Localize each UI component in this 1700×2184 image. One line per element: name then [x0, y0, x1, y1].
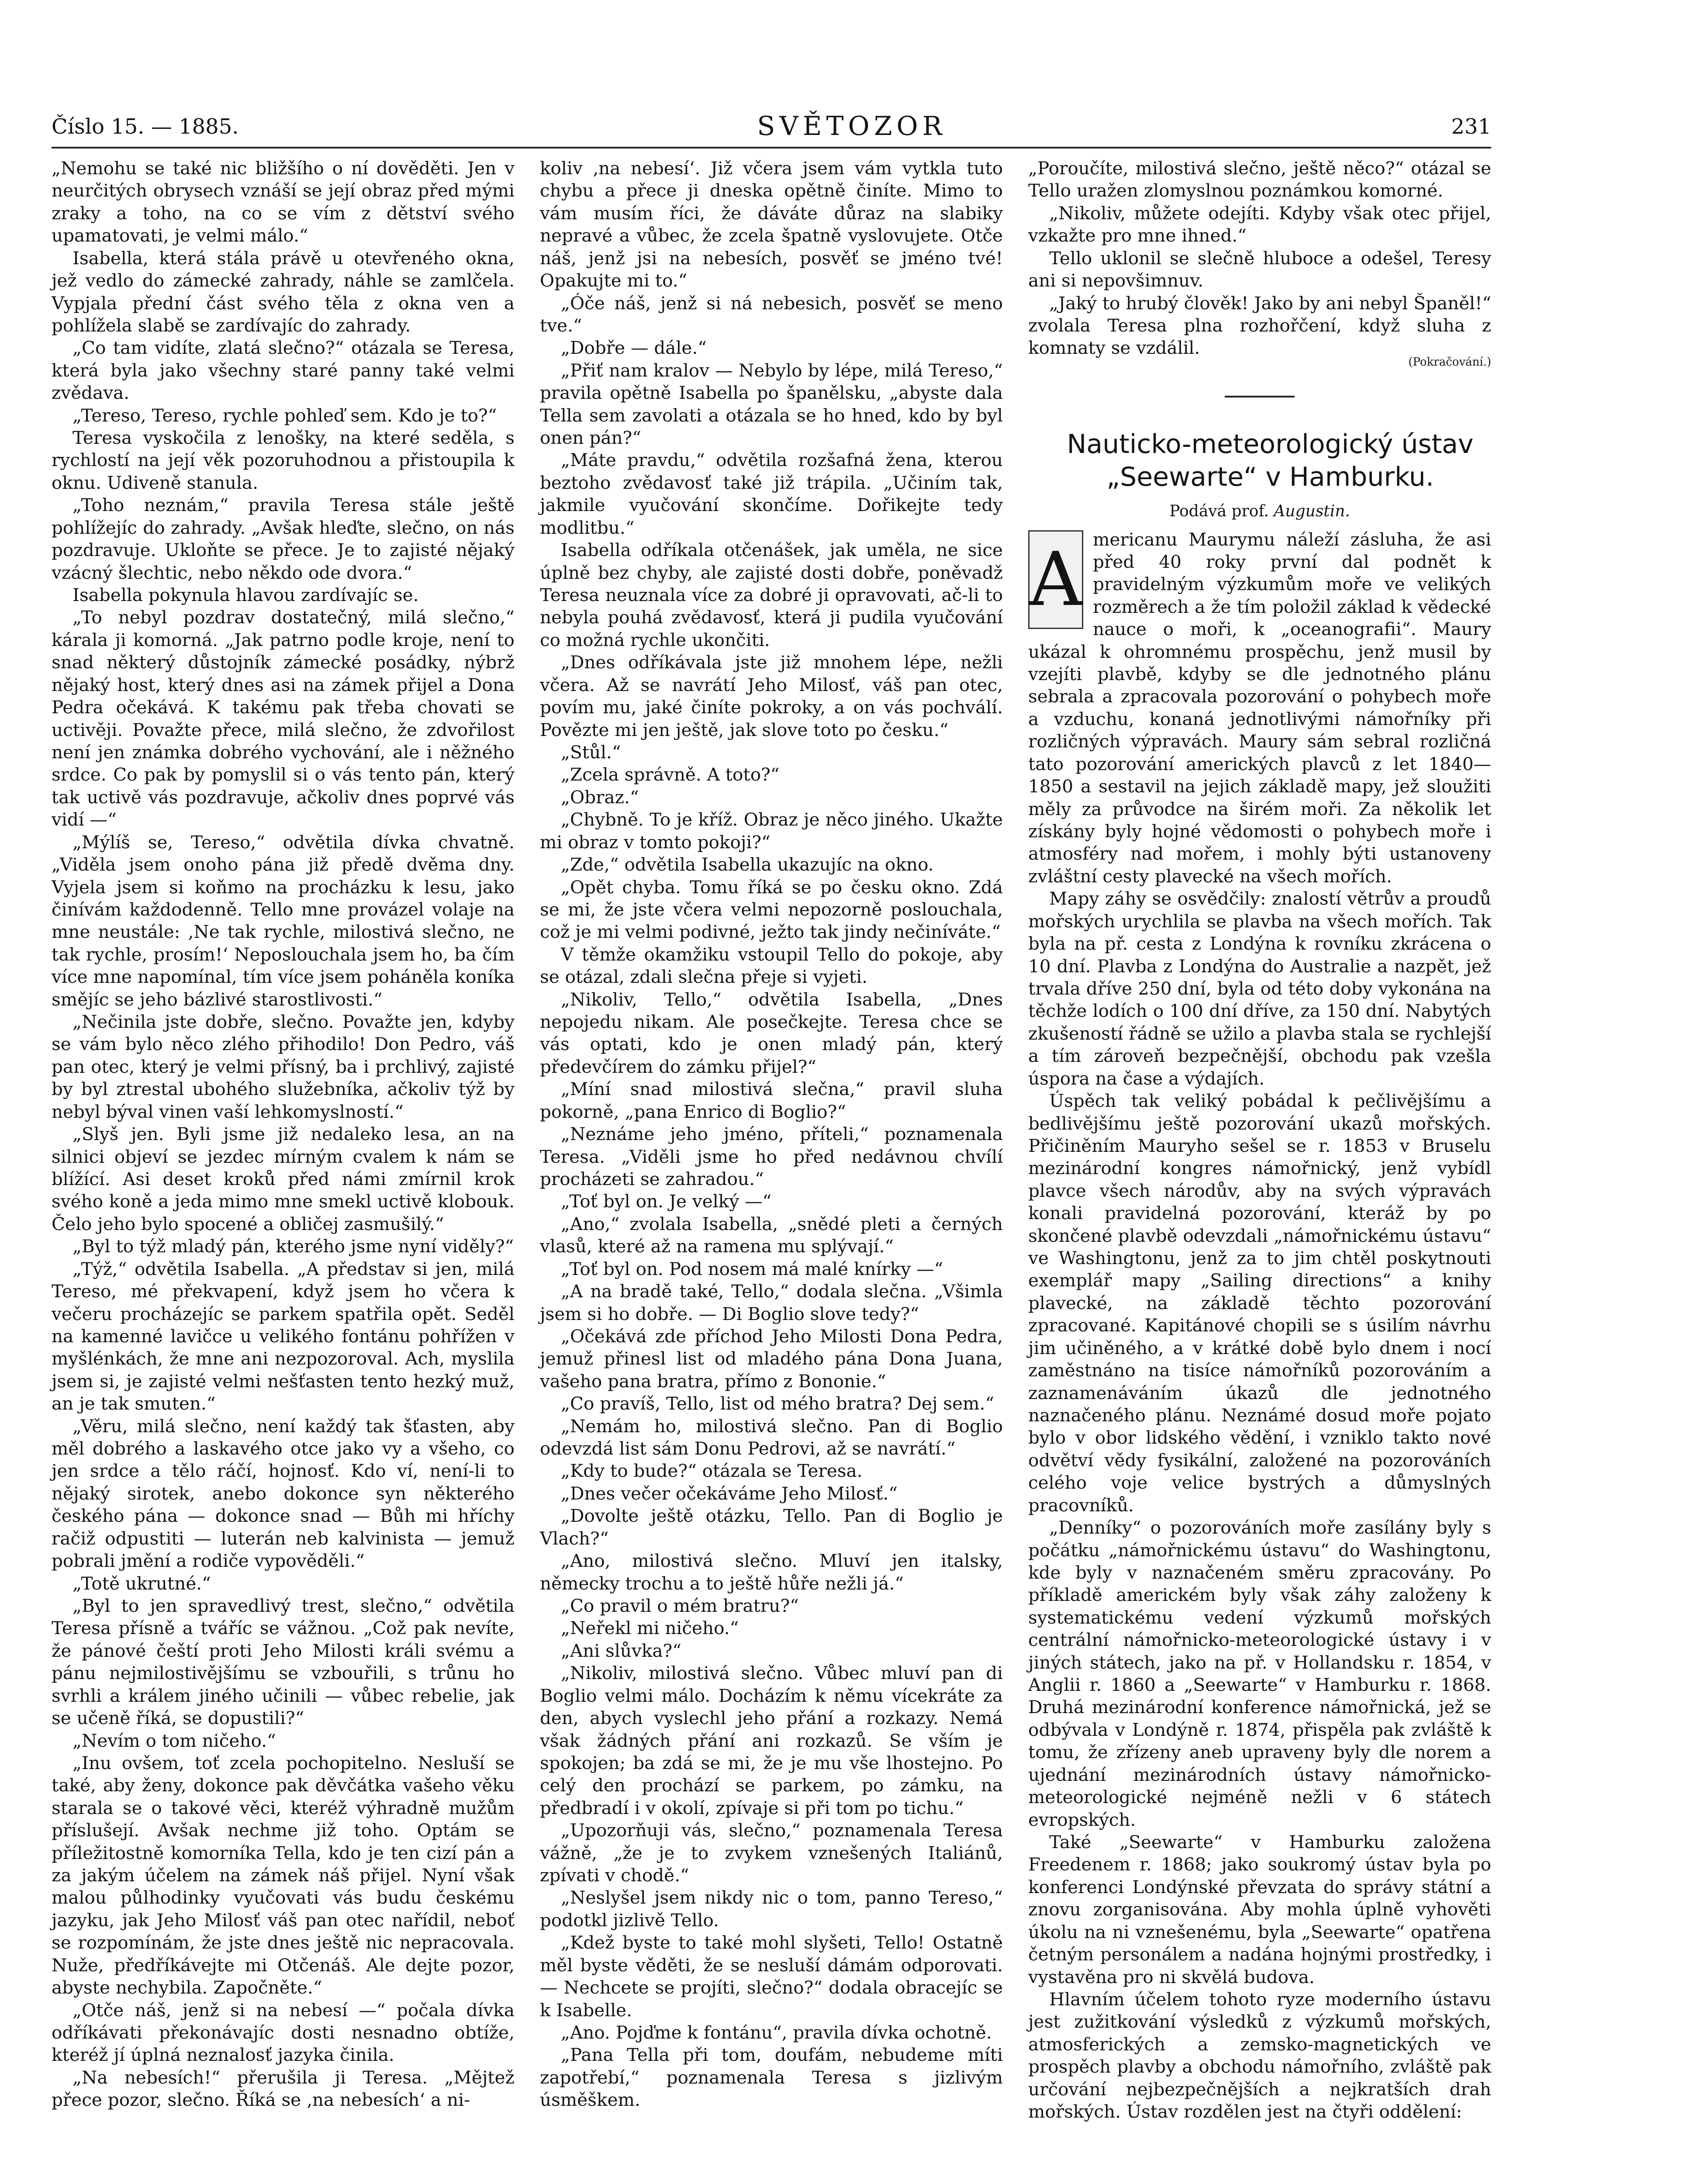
issue-number: Číslo 15. — 1885.	[52, 114, 239, 139]
paragraph: „Byl to týž mladý pán, kterého jsme nyní viděly?“	[73, 1236, 514, 1257]
paragraph: Isabella, která stála právě u otevřeného okna, jež vedlo do zámecké zahrady, náhle se zamlčela. Vypjala přední část svého těla z okna ven a pohlížela slabě se zardívajíc do zahrady.	[52, 247, 515, 336]
paragraph: „Nikoliv, Tello,“ odvětila Isabella, „Dnes nepojedu nikam. Ale posečkejte. Teresa chce se vás optati, kdo je onen mladý pán, který předevčírem do zámku přijel?“	[540, 988, 1003, 1077]
paragraph: „Byl to jen spravedlivý trest, slečno,“ odvětila Teresa přísně a tváříc se vážnou. „Což pak nevíte, že pánové čeští proti Jeho Milosti králi svému a pánu nejmilostivějšímu se vzbouřili, s trůnu ho svrhli a králem jiného učinili — vůbec rebelie, jak se učeně říká, se dopustili?“	[52, 1595, 515, 1729]
column-2	[540, 157, 1003, 2111]
article-first-paragraph-text: mericanu Maurymu náleží zásluha, že asi před 40 roky první dal podnět k pravidelným výzkumům moře ve velikých rozměrech a že tím položil základ k vědecké nauce o moři, k „oceanografii“. Maury ukázal k ohromnému prospěchu, jenž musil by vzejíti plavbě, kdyby se dle jednotného plánu sebrala a zpracovala pozorování o pohybech moře a vzduchu, konaná jednotlivými námořníky při rozličných výpravách. Maury sám sebral rozličná tato pozorování amerických plavců z let 1840—1850 a sestavil na jejich základě mapy, jež sloužiti měly za průvodce na širém moři. Za několik let získány byly hojné vědomosti o pohybech moře i atmosféry nad mořem, i mohly býti ustanoveny zvláštní cesty plavecké na všech mořích.	[1028, 529, 1491, 887]
paragraph: „Týž,“ odvětila Isabella. „A představ si jen, milá Tereso, mé překvapení, když jsem ho včera k večeru procházejíc se parkem spatřila opět. Seděl na kamenné lavičce u velikého fontánu pohřížen v myšlénkách, že mne ani nezpozoroval. Ach, myslila jsem si, je zajisté velmi nešťasten tento hezký muž, an je tak smuten.“	[52, 1258, 515, 1414]
paragraph: „Pana Tella při tom, doufám, nebudeme míti zapotřebí,“ poznamenala Teresa s jizlivým úsměškem.	[540, 2044, 1003, 2111]
paragraph: „Óče náš, jenž si ná nebesich, posvěť se meno tve.“	[540, 292, 1003, 336]
paragraph: „Nevím o tom ničeho.“	[73, 1730, 276, 1751]
paragraph: „Stůl.“	[561, 741, 621, 763]
paragraph: „Nemohu se také nic bližšího o ní dověděti. Jen v neurčitých obrysech vznáší se její obraz před mými zraky a toho, na co se vím z dětství svého upamatovati, je velmi málo.“	[52, 158, 515, 246]
paragraph: „Nikoliv, milostivá slečno. Vůbec mluví pan di Boglio velmi málo. Docházím k němu vícekráte za den, abych vyslechl jeho přání a rozkazy. Nemá však žádných přání ani rozkazů. Se vším je spokojen; ba zdá se mi, že je mu vše lhostejno. Po celý den prochází se parkem, po zámku, na předbradí i v okolí, zpívaje si při tom po tichu.“	[540, 1662, 1003, 1818]
paragraph: „Máte pravdu,“ odvětila rozšafná žena, kterou beztoho zvědavosť také již trápila. „Učiním tak, jakmile vyučování skončíme. Dořikejte tedy modlitbu.“	[540, 449, 1003, 538]
paragraph: „Opět chyba. Tomu říká se po česku okno. Zdá se mi, že jste včera velmi nepozorně poslouchala, což je mi velmi podivné, ježto tak jindy nečiníváte.“	[540, 876, 1003, 943]
paragraph: „Co tam vidíte, zlatá slečno?“ otázala se Teresa, která byla jako všechny staré panny také velmi zvědava.	[52, 337, 515, 404]
paragraph: „Toť byl on. Je velký —“	[561, 1191, 772, 1212]
paragraph: „Věru, milá slečno, není každý tak šťasten, aby měl dobrého a laskavého otce jako vy a všeho, co jen srdce a tělo ráčí, hojnosť. Kdo ví, není-li to nějaký sirotek, anebo dokonce syn některého českého pána — dokonce snad — Bůh mi hříchy račiž odpustiti — luterán neb kalvinista — jemuž pobrali jmění a rodiče vypověděli.“	[52, 1415, 515, 1572]
byline-prefix: Podává prof.	[1169, 502, 1269, 520]
paragraph: „Dnes večer očekáváme Jeho Milosť.“	[561, 1482, 898, 1504]
paragraph: koliv ‚na nebesí‘. Již včera jsem vám vytkla tuto chybu a přece ji dneska opětně činíte. Mimo to vám musím říci, že dáváte důraz na slabiky nepravé a vůbec, že zcela špatně vyslovujete. Otče náš, jenž jsi na nebesích, posvěť se jméno tvé! Opakujte mi to.“	[540, 158, 1003, 291]
paragraph: „Na nebesích!“ přerušila ji Teresa. „Mějtež přece pozor, slečno. Říká se ‚na nebesích‘ a ni-	[52, 2067, 515, 2111]
paragraph: „Neřekl mi ničeho.“	[561, 1617, 739, 1639]
paragraph: „Přiť nam kralov — Nebylo by lépe, milá Tereso,“ pravila opětně Isabella po španělsku, „abyste dala Tella sem zavolati a otázala se ho hned, kdo by byl onen pán?“	[540, 359, 1003, 449]
paragraph: „Kdy to bude?“ otázala se Teresa.	[561, 1460, 863, 1482]
article-paragraph: „Denníky“ o pozorováních moře zasílány byly s počátku „námořnickému ústavu“ do Washingtonu, kde byly v naznačeném směru zpracovány. Po příkladě americkém byly však záhy založeny k systematickému vedení výzkumů mořských centrální námořnicko-meteorologické ústavy i v jiných státech, jako na př. v Hollandsku r. 1854, v Anglii r. 1860 a „Seewarte“ v Hamburku r. 1868. Druhá mezinárodní konference námořnická, jež se odbývala v Londýně r. 1874, přispěla pak zvláště k tomu, že zřízeny aneb upraveny byly dle norem a ujednání mezinárodních ústavy námořnicko-meteorologické nejméně nežli v 6 státech evropských.	[1028, 1517, 1491, 1830]
article-title-line-2: „Seewarte“ v Hamburku.	[1106, 461, 1434, 492]
article-paragraph	[1028, 529, 1491, 888]
paragraph: „Otče náš, jenž si na nebesí —“ počala dívka odříkávati překonávajíc dosti nesnadno obtíže, kteréž jí úplná neznalosť jazyka činila.	[52, 1999, 515, 2066]
paragraph: „Očekává zde příchod Jeho Milosti Dona Pedra, jemuž přinesl list od mladého pána Dona Juana, vašeho pana bratra, přímo z Bononie.“	[540, 1325, 1003, 1392]
paragraph: Isabella pokynula hlavou zardívajíc se.	[73, 584, 419, 606]
paragraph: „Neznáme jeho jméno, příteli,“ poznamenala Teresa. „Viděli jsme ho před nedávnou chvílí procházeti se zahradou.“	[540, 1123, 1003, 1189]
magazine-title: SVĚTOZOR	[757, 111, 947, 142]
paragraph: „Toho neznám,“ pravila Teresa stále ještě pohlížejíc do zahrady. „Avšak hleďte, slečno, on nás pozdravuje. Ukloňte se přece. Je to zajisté nějaký vzácný šlechtic, nebo někdo ode dvora.“	[52, 494, 515, 583]
paragraph: „To nebyl pozdrav dostatečný, milá slečno,“ kárala ji komorná. „Jak patrno podle kroje, není to snad některý důstojník zámecké posádky, nýbrž nějaký host, který dnes asi na zámek přijel a Dona Pedra očekává. K takému pak třeba chovati se uctivěji. Považte přece, milá slečno, že zdvořilost není jen známka dobrého vychování, ale i něžného srdce. Co pak by pomyslil si o vás tento pán, který tak uctivě vás pozdravuje, ačkoliv dnes poprvé vás vidí —“	[52, 607, 515, 830]
paragraph: „Dovolte ještě otázku, Tello. Pan di Boglio je Vlach?“	[540, 1505, 1003, 1549]
paragraph: „Zde,“ odvětila Isabella ukazujíc na okno.	[561, 854, 934, 875]
paragraph: „Dobře — dále.“	[561, 337, 707, 359]
section-divider	[1225, 396, 1295, 397]
paragraph: „Míní snad milostivá slečna,“ pravil sluha pokorně, „pana Enrico di Boglio?“	[540, 1078, 1003, 1122]
drop-cap-ornament: A	[1028, 530, 1083, 629]
paragraph: „Neslyšel jsem nikdy nic o tom, panno Tereso,“ podotkl jizlivě Tello.	[540, 1887, 1003, 1931]
paragraph: Teresa vyskočila z lenošky, na které seděla, s rychlostí na její věk pozoruhodnou a přistoupila k oknu. Udiveně stanula.	[52, 427, 515, 493]
paragraph: Tello uklonil se slečně hluboce a odešel, Teresy ani si nepovšimnuv.	[1028, 247, 1491, 291]
paragraph: „Chybně. To je kříž. Obraz je něco jiného. Ukažte mi obraz v tomto pokoji?“	[540, 809, 1003, 853]
paragraph: „Ano, milostivá slečno. Mluví jen italsky, německy trochu a to ještě hůře nežli já.“	[540, 1550, 1003, 1594]
article-paragraph: Mapy záhy se osvědčily: znalostí větrův a proudů mořských urychlila se plavba na všech mořích. Tak byla na př. cesta z Londýna k rovníku zkrácena o 10 dní. Plavba z Londýna do Australie a nazpět, jež trvala dříve 250 dní, byla od této doby vykonána na těchže lodích o 100 dní dříve, za 150 dní. Nabytých zkušeností řádně se užilo a plavba stala se rychlejší a tím zároveň bezpečnější, obchodu pak vzešla úspora na čase a výdajích.	[1028, 888, 1491, 1089]
paragraph: „Slyš jen. Byli jsme již nedaleko lesa, an na silnici objeví se jezdec mírným cvalem k nám se blížící. Asi deset kroků před námi zmírnil krok svého koně a jeda mimo mne smekl uctivě klobouk. Čelo jeho bylo spocené a obličej zasmušilý.“	[52, 1123, 515, 1234]
paragraph: „Ano,“ zvolala Isabella, „snědé pleti a černých vlasů, které až na ramena mu splývají.“	[540, 1213, 1003, 1257]
paragraph: „Totě ukrutné.“	[73, 1572, 211, 1594]
paragraph: „Obraz.“	[561, 786, 639, 808]
continued-note: (Pokračování.)	[1408, 355, 1491, 369]
paragraph: „Upozorňuji vás, slečno,“ poznamenala Teresa vážně, „že je to zvykem vznešených Italiánů, zpívati v chodě.“	[540, 1820, 1003, 1886]
page-number: 231	[1451, 114, 1491, 139]
paragraph: „Ano. Pojďme k fontánu“, pravila dívka ochotně.	[561, 2022, 992, 2043]
paragraph: Isabella odříkala otčenášek, jak uměla, ne sice úplně bez chyby, ale zajisté dosti dobře, poněvadž Teresa neuznala více za dobré ji opravovati, ač-li to nebyla pouhá zvědavosť, která ji pudila vyučování co možná rychle ukončiti.	[540, 539, 1003, 650]
paragraph: „Co pravíš, Tello, list od mého bratra? Dej sem.“	[561, 1393, 995, 1414]
paragraph: „Nemám ho, milostivá slečno. Pan di Boglio odevzdá list sám Donu Pedrovi, až se navrátí.“	[540, 1415, 1003, 1459]
paragraph: „Kdež byste to také mohl slyšeti, Tello! Ostatně měl byste věděti, že se nesluší dámám odporovati. — Nechcete se projíti, slečno?“ dodala obracejíc se k Isabelle.	[540, 1932, 1003, 2021]
paragraph: „Co pravil o mém bratru?“	[561, 1595, 799, 1616]
article-paragraph: Také „Seewarte“ v Hamburku založena Freedenem r. 1868; jako soukromý ústav byla po konferenci Londýnské převzata do správy státní a znovu zorganisována. Aby mohla úplně vyhověti úkolu na ni vznešenému, byla „Seewarte“ opatřena četným personálem a nadána hojnými prostředky, i vystavěna pro ni skvělá budova.	[1028, 1832, 1491, 1987]
header-rule	[52, 147, 1491, 149]
paragraph: „Poroučíte, milostivá slečno, ještě něco?“ otázal se Tello uražen zlomyslnou poznámkou komorné.	[1028, 158, 1491, 201]
paragraph: „A na bradě také, Tello,“ dodala slečna. „Všimla jsem si ho dobře. — Di Boglio slove tedy?“	[540, 1281, 1003, 1324]
paragraph: „Nikoliv, můžete odejíti. Kdyby však otec přijel, vzkažte pro mne ihned.“	[1028, 202, 1491, 246]
article	[1028, 428, 1491, 2123]
paragraph: „Inu ovšem, toť zcela pochopitelno. Nesluší se také, aby ženy, dokonce pak děvčátka vašeho věku starala se o takové věci, kteréž výhradně mužům příslušejí. Avšak nechme již toho. Optám se příležitostně komorníka Tella, kdo je ten cizí pán a za jakým účelem na zámek náš přijel. Nyní však malou půlhodinky vyučovati vás budu českému jazyku, jak Jeho Milosť váš pan otec nařídil, neboť se rozpomínám, že jste dnes ještě nic nepracovala. Nuže, předříkávejte mi Otčenáš. Ale dejte pozor, abyste nechybila. Započněte.“	[52, 1752, 515, 1998]
paragraph: „Zcela správně. A toto?“	[561, 764, 780, 785]
article-paragraph: Hlavním účelem tohoto ryze moderního ústavu jest zužitkování výsledků z výzkumů mořských, atmosferických a zemsko-magnetických ve prospěch plavby a obchodu námořního, zvláště pak určování nejbezpečnějších a nejkratších drah mořských. Ústav rozdělen jest na čtyři oddělení:	[1028, 1988, 1491, 2122]
paragraph: „Tereso, Tereso, rychle pohleď sem. Kdo je to?“	[73, 404, 497, 426]
paragraph: V těmže okamžiku vstoupil Tello do pokoje, aby se otázal, zdali slečna přeje si vyjeti.	[540, 943, 1003, 988]
paragraph: „Dnes odříkávala jste již mnohem lépe, nežli včera. Až se navrátí Jeho Milosť, váš pan otec, povím mu, jaké činíte pokroky, a on vás pochválí. Povězte mi jen ještě, jak slove toto po česku.“	[540, 652, 1003, 740]
article-title-line-1: Nauticko-meteorologický ústav	[1067, 429, 1474, 460]
article-paragraph: Úspěch tak veliký pobádal k pečlivějšímu a bedlivějšímu ještě pozorování ukazů mořských. Přičiněním Mauryho sešel se r. 1853 v Bruselu mezinárodní kongres námořnický, jenž vybídl plavce všech národův, aby na svých výpravách konali pravidelná pozorování, kteráž by po skončené plavbě odevzdali „námořnickému ústavu“ ve Washingtonu, jenž za to jim chtěl poskytnouti exemplář mapy „Sailing directions“ a knihy plavecké, na základě těchto pozorování zpracované. Kapitánové chopili se s úsilím návrhu jim učiněného, a v krátké době bylo dnem i nocí zaměstnáno na tisíce námořníků pozorováním a zaznamenáváním úkazů dle jednotného naznačeného plánu. Neznámé dosud moře pojato bylo v obor lidského vědění, i vzniklo takto nové odvětví vědy fysikální, založené na pozorováních celého voje velice bystrých a důmyslných pracovníků.	[1028, 1090, 1491, 1516]
column-1	[52, 157, 515, 2111]
paragraph: „Nečinila jste dobře, slečno. Považte jen, kdyby se vám bylo něco zlého přihodilo! Don Pedro, váš pan otec, který je velmi přísný, ba i prchlivý, zajisté by byl ztrestal ubohého služebníka, ačkoliv týž by nebyl býval vinen vaší lehkomyslností.“	[52, 1011, 515, 1122]
article-byline	[1028, 501, 1491, 522]
paragraph: „Ani slůvka?“	[561, 1640, 681, 1661]
paragraph: „Toť byl on. Pod nosem má malé knírky —“	[561, 1258, 943, 1279]
column-3	[1028, 157, 1491, 2123]
paragraph: „Jaký to hrubý člověk! Jako by ani nebyl Španěl!“ zvolala Teresa plna rozhořčení, když sluha z komnaty se vzdálil.	[1028, 292, 1491, 359]
byline-author: Augustin.	[1274, 502, 1350, 520]
paragraph: „Mýlíš se, Tereso,“ odvětila dívka chvatně. „Viděla jsem onoho pána již předě dvěma dny. Vyjela jsem si koňmo na procházku k lesu, jako činívám každodenně. Tello mne provázel volaje na mne neustále: ‚Ne tak rychle, milostivá slečno, ne tak rychle, prosím!‘ Neposlouchala jsem ho, ba čím více mne napomínal, tím více jsem poháněla koníka smějíc se jeho bázlivé starostlivosti.“	[52, 831, 515, 1010]
